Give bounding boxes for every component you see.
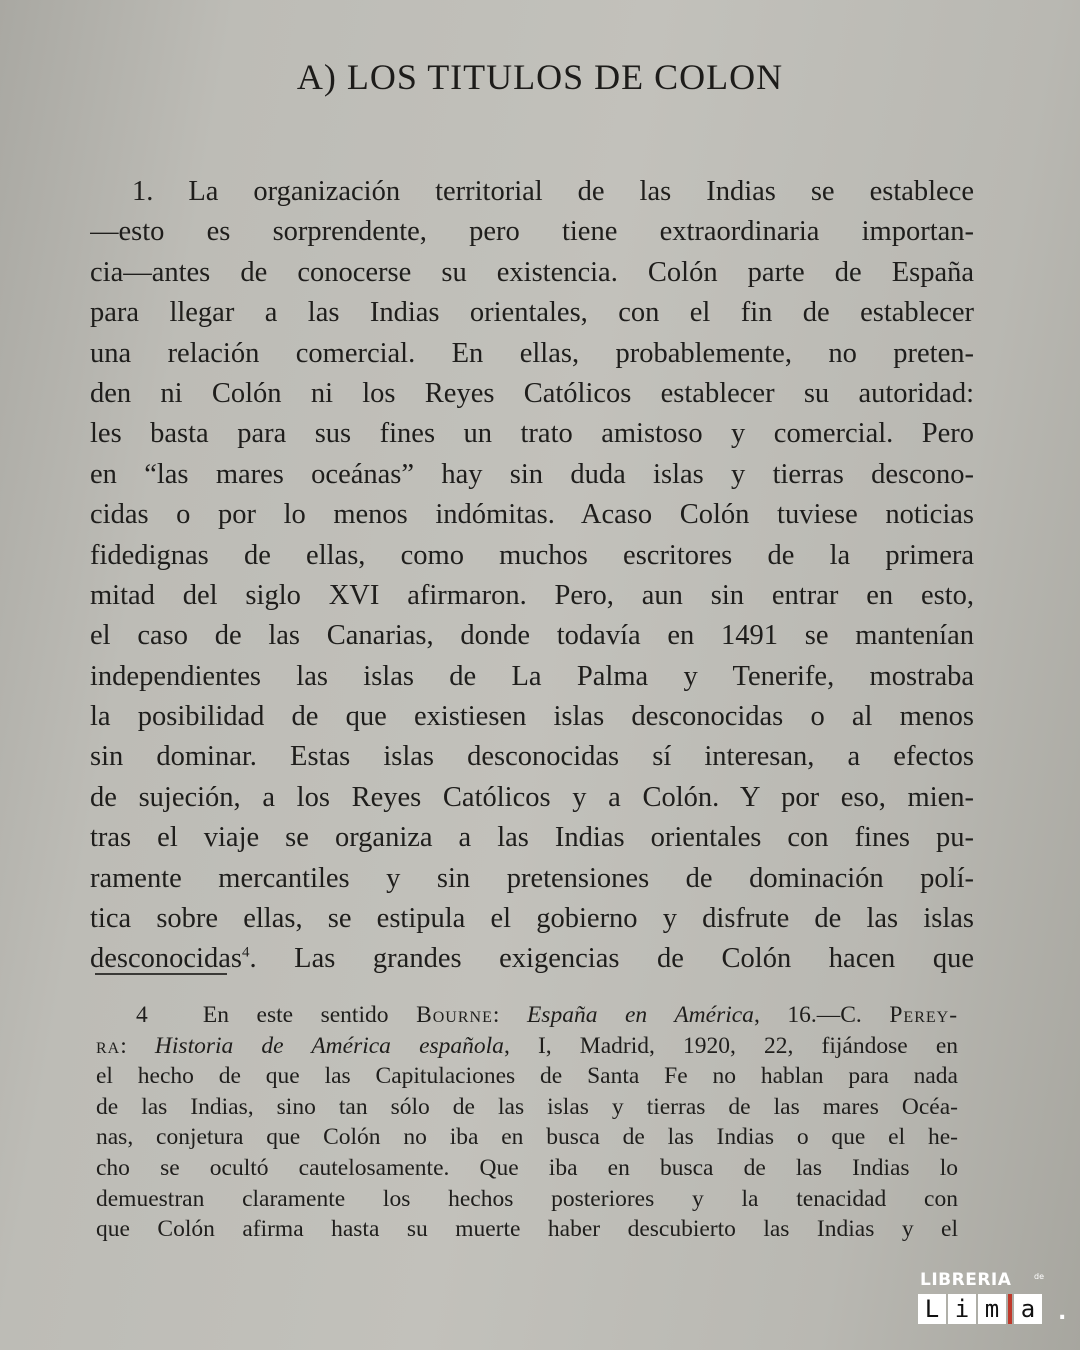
footnote-line: cho se ocultó cautelosamente. Que iba en busca de las Indias lo — [96, 1154, 958, 1181]
footnote-line: demuestran claramente los hechos posteriores y la tenacidad con — [96, 1185, 958, 1212]
watermark-letter-tiles — [918, 1294, 1042, 1324]
body-line: fidedignas de ellas, como muchos escritores de la primera — [90, 539, 974, 571]
body-line: den ni Colón ni los Reyes Católicos establecer su autoridad: — [90, 377, 974, 409]
libreria-de-lima-watermark — [918, 1270, 1068, 1334]
body-line: cidas o por lo menos indómitas. Acaso Colón tuviese noticias — [90, 499, 974, 531]
body-paragraph — [90, 172, 974, 980]
body-line: 1. La organización territorial de las Indias se establece — [132, 176, 974, 207]
watermark-letter: m — [978, 1294, 1006, 1324]
body-line: en “las mares oceánas” hay sin duda islas y tierras descono- — [90, 458, 974, 490]
watermark-de: de — [1034, 1272, 1044, 1281]
body-line: ramente mercantiles y sin pretensiones de dominación polí- — [90, 862, 974, 894]
footnote — [96, 1000, 958, 1245]
footnote-divider — [95, 973, 227, 975]
body-line: mitad del siglo XVI afirmaron. Pero, aun sin entrar en esto, — [90, 579, 974, 611]
body-line: cia—antes de conocerse su existencia. Colón parte de España — [90, 256, 974, 288]
body-line: una relación comercial. En ellas, probablemente, no preten- — [90, 337, 974, 369]
footnote-reference: 4 — [241, 944, 250, 961]
body-line: les basta para sus fines un trato amistoso y comercial. Pero — [90, 418, 974, 450]
section-heading: A) LOS TITULOS DE COLON — [296, 57, 784, 97]
footnote-line: 4 En este sentido Bourne: España en América, 16.—C. Perey- — [136, 1002, 958, 1028]
footnote-line: que Colón afirma hasta su muerte haber descubierto las Indias y el — [96, 1216, 958, 1243]
body-line: la posibilidad de que existiesen islas desconocidas o al menos — [90, 701, 974, 733]
watermark-top-text: LIBRERIA — [920, 1270, 1012, 1290]
body-line: —esto es sorprendente, pero tiene extraordinaria importan- — [90, 216, 974, 248]
body-line: el caso de las Canarias, donde todavía en 1491 se mantenían — [90, 620, 974, 652]
body-line: tica sobre ellas, se estipula el gobierno y disfrute de las islas — [90, 903, 974, 935]
watermark-dot: . — [1058, 1300, 1067, 1325]
footnote-line: nas, conjetura que Colón no iba en busca de las Indias o que el he- — [96, 1124, 958, 1151]
body-line-last: desconocidas$^4$. Las grandes exigencias de Colón hacen que — [90, 943, 974, 975]
body-line: tras el viaje se organiza a las Indias orientales con fines pu- — [90, 822, 974, 854]
book-spine-icon — [1008, 1294, 1012, 1324]
body-line: sin dominar. Estas islas desconocidas sí interesan, a efectos — [90, 741, 974, 773]
paragraph-number: 1. — [132, 176, 154, 207]
body-line: independientes las islas de La Palma y Tenerife, mostraba — [90, 660, 974, 692]
footnote-number: 4 — [136, 1002, 148, 1028]
footnote-line: el hecho de que las Capitulaciones de Santa Fe no hablan para nada — [96, 1063, 958, 1090]
watermark-letter: a — [1014, 1294, 1042, 1324]
body-line: de sujeción, a los Reyes Católicos y a Colón. Y por eso, mien- — [90, 781, 974, 813]
footnote-line: ra: Historia de América española, I, Madrid, 1920, 22, fijándose en — [96, 1032, 958, 1059]
body-line: para llegar a las Indias orientales, con el fin de establecer — [90, 297, 974, 329]
watermark-letter: L — [918, 1294, 946, 1324]
watermark-letter: i — [948, 1294, 976, 1324]
footnote-line: de las Indias, sino tan sólo de las islas y tierras de las mares Océa- — [96, 1093, 958, 1120]
